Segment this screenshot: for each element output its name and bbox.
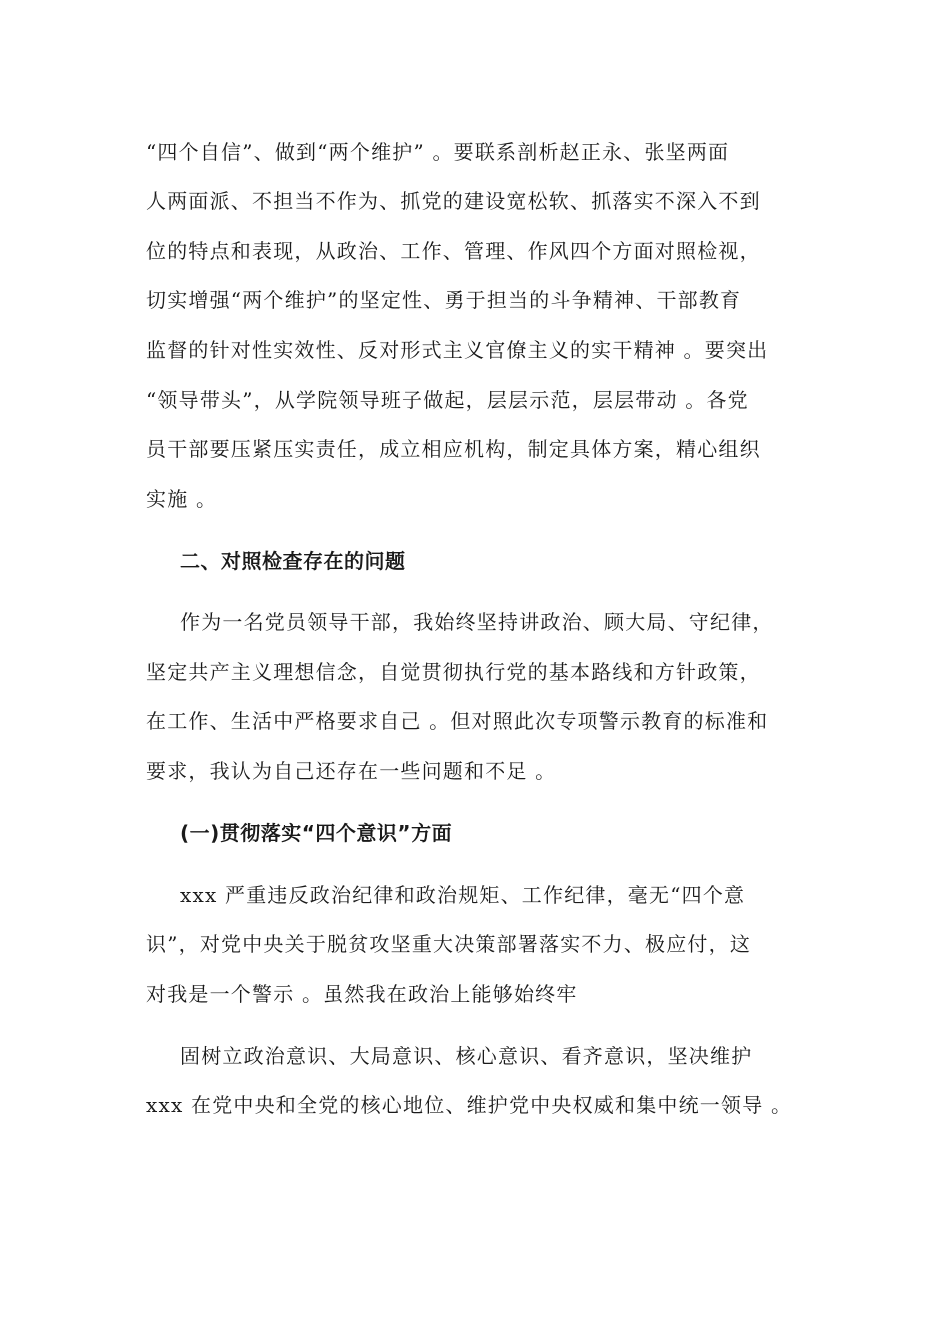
paragraph-line: “四个自信”、做到“两个维护” 。要联系剖析赵正永、张坚两面 <box>146 140 730 164</box>
paragraph-line: 对我是一个警示 。虽然我在政治上能够始终牢 <box>146 982 578 1006</box>
paragraph-line: 要求，我认为自己还存在一些问题和不足 。 <box>146 759 557 783</box>
paragraph-line: “领导带头”，从学院领导班子做起，层层示范，层层带动 。各党 <box>146 388 749 412</box>
paragraph-line: 识”，对党中央关于脱贫攻坚重大决策部署落实不力、极应付，这 <box>146 932 752 956</box>
section-heading: 二、对照检查存在的问题 <box>180 549 406 573</box>
subsection-heading: (一)贯彻落实“四个意识”方面 <box>180 821 453 845</box>
paragraph-line: 人两面派、不担当不作为、抓党的建设宽松软、抓落实不深入不到 <box>146 189 761 213</box>
paragraph-line: 位的特点和表现，从政治、工作、管理、作风四个方面对照检视， <box>146 239 761 263</box>
paragraph-line: xxx 严重违反政治纪律和政治规矩、工作纪律，毫无“四个意 <box>180 883 746 907</box>
paragraph-line: 员干部要压紧压实责任，成立相应机构，制定具体方案，精心组织 <box>146 437 761 461</box>
paragraph-line: xxx 在党中央和全党的核心地位、维护党中央权威和集中统一领导 。 <box>146 1093 793 1117</box>
paragraph-line: 在工作、生活中严格要求自己 。但对照此次专项警示教育的标准和 <box>146 709 769 733</box>
paragraph-line: 监督的针对性实效性、反对形式主义官僚主义的实干精神 。要突出 <box>146 338 769 362</box>
paragraph-line: 作为一名党员领导干部，我始终坚持讲政治、顾大局、守纪律， <box>180 610 774 634</box>
paragraph-line: 实施 。 <box>146 487 218 511</box>
paragraph-line: 切实增强“两个维护”的坚定性、勇于担当的斗争精神、干部教育 <box>146 288 742 312</box>
paragraph-line: 坚定共产主义理想信念，自觉贯彻执行党的基本路线和方针政策， <box>146 660 761 684</box>
paragraph-line: 固树立政治意识、大局意识、核心意识、看齐意识，坚决维护 <box>180 1044 753 1068</box>
